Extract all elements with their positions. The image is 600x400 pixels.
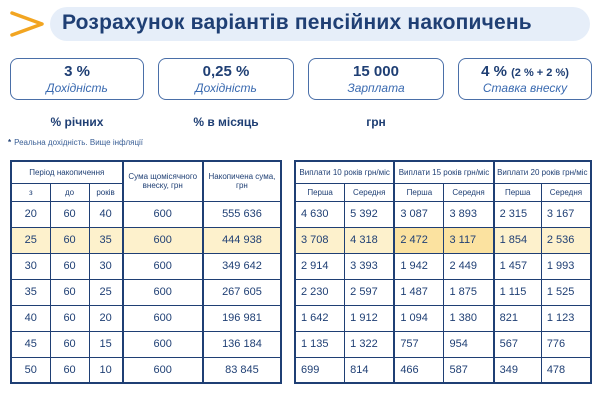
footnote <box>8 138 143 147</box>
table-cell: 60 <box>50 357 89 383</box>
card-value: 3 % <box>64 63 90 80</box>
table-cell: 1 525 <box>541 279 591 305</box>
table-cell: 1 993 <box>541 253 591 279</box>
table-cell: 466 <box>394 357 444 383</box>
footnote-text: Реальна дохідність. Вище інфляції <box>14 138 144 147</box>
table-row <box>295 253 591 279</box>
table-cell: 136 184 <box>203 331 281 357</box>
table-row <box>11 253 281 279</box>
header-payout-15y: Виплати 15 років грн/міс <box>394 161 493 183</box>
card-monthly-yield <box>158 58 294 100</box>
table-cell: 600 <box>123 279 203 305</box>
table-cell: 3 708 <box>295 227 345 253</box>
card-label: Зарплата <box>347 81 405 95</box>
header-accumulated: Накопичена сума, грн <box>203 161 281 201</box>
header-period: Період накопичення <box>11 161 123 183</box>
payouts-table <box>294 160 592 384</box>
table-cell: 5 392 <box>345 201 395 227</box>
card-label: Дохідність <box>46 81 108 95</box>
table-cell: 3 117 <box>444 227 494 253</box>
card-label: Дохідність <box>195 81 257 95</box>
table-row <box>11 279 281 305</box>
table-row <box>295 357 591 383</box>
table-cell: 1 457 <box>494 253 542 279</box>
table-cell: 83 845 <box>203 357 281 383</box>
table-cell: 35 <box>89 227 122 253</box>
table-cell: 776 <box>541 331 591 357</box>
table-cell: 50 <box>11 357 50 383</box>
table-cell: 35 <box>11 279 50 305</box>
table-cell: 3 167 <box>541 201 591 227</box>
table-cell: 600 <box>123 227 203 253</box>
table-cell: 3 087 <box>394 201 444 227</box>
card-value-extra: (2 % + 2 %) <box>511 67 569 79</box>
table-row <box>295 201 591 227</box>
payout-subheader: Перша <box>295 183 345 201</box>
accumulation-rows <box>11 201 281 383</box>
table-cell: 4 318 <box>345 227 395 253</box>
table-cell: 1 380 <box>444 305 494 331</box>
table-cell: 567 <box>494 331 542 357</box>
table-cell: 60 <box>50 253 89 279</box>
table-cell: 45 <box>11 331 50 357</box>
table-cell: 1 487 <box>394 279 444 305</box>
card-unit: % в місяць <box>193 115 259 129</box>
header-to: до <box>50 183 89 201</box>
table-cell: 600 <box>123 201 203 227</box>
table-cell: 478 <box>541 357 591 383</box>
table-cell: 15 <box>89 331 122 357</box>
table-cell: 600 <box>123 357 203 383</box>
table-cell: 1 854 <box>494 227 542 253</box>
table-cell: 600 <box>123 331 203 357</box>
table-cell: 555 636 <box>203 201 281 227</box>
table-cell: 699 <box>295 357 345 383</box>
card-value-main: 4 % <box>481 63 507 80</box>
payout-rows <box>295 201 591 383</box>
table-cell: 2 472 <box>394 227 444 253</box>
page-title: Розрахунок варіантів пенсійних накопичень <box>62 11 532 34</box>
table-cell: 814 <box>345 357 395 383</box>
payout-subheader: Середня <box>444 183 494 201</box>
table-cell: 1 123 <box>541 305 591 331</box>
table-cell: 2 230 <box>295 279 345 305</box>
card-unit: % річних <box>50 115 104 129</box>
header-from: з <box>11 183 50 201</box>
table-cell: 757 <box>394 331 444 357</box>
payout-subheader: Перша <box>494 183 542 201</box>
card-unit: грн <box>366 115 386 129</box>
table-cell: 10 <box>89 357 122 383</box>
table-cell: 2 449 <box>444 253 494 279</box>
table-cell: 1 094 <box>394 305 444 331</box>
table-row <box>295 279 591 305</box>
table-cell: 3 393 <box>345 253 395 279</box>
table-row <box>11 227 281 253</box>
header-years: років <box>89 183 122 201</box>
table-cell: 60 <box>50 201 89 227</box>
payout-subheader: Середня <box>541 183 591 201</box>
table-cell: 30 <box>11 253 50 279</box>
table-cell: 267 605 <box>203 279 281 305</box>
table-cell: 4 630 <box>295 201 345 227</box>
table-cell: 196 981 <box>203 305 281 331</box>
table-row <box>295 305 591 331</box>
table-cell: 25 <box>89 279 122 305</box>
table-cell: 60 <box>50 279 89 305</box>
table-cell: 2 536 <box>541 227 591 253</box>
table-cell: 349 642 <box>203 253 281 279</box>
table-cell: 1 942 <box>394 253 444 279</box>
card-value: 0,25 % <box>202 63 250 80</box>
accumulation-table <box>10 160 282 384</box>
table-cell: 1 642 <box>295 305 345 331</box>
table-cell: 349 <box>494 357 542 383</box>
arrow-right-icon <box>8 10 48 38</box>
table-cell: 954 <box>444 331 494 357</box>
table-cell: 60 <box>50 305 89 331</box>
card-annual-yield <box>10 58 144 100</box>
table-cell: 1 115 <box>494 279 542 305</box>
payout-subheaders <box>295 183 591 201</box>
table-row <box>295 331 591 357</box>
table-cell: 1 912 <box>345 305 395 331</box>
card-salary <box>308 58 444 100</box>
table-cell: 587 <box>444 357 494 383</box>
table-row <box>11 357 281 383</box>
table-cell: 821 <box>494 305 542 331</box>
table-row <box>11 331 281 357</box>
table-cell: 2 914 <box>295 253 345 279</box>
asterisk-icon: * <box>8 138 12 147</box>
payout-subheader: Перша <box>394 183 444 201</box>
table-cell: 2 597 <box>345 279 395 305</box>
header-payout-20y: Виплати 20 років грн/міс <box>494 161 591 183</box>
card-contribution-rate <box>458 58 592 100</box>
parameter-cards <box>0 58 600 132</box>
table-cell: 1 322 <box>345 331 395 357</box>
table-cell: 2 315 <box>494 201 542 227</box>
table-cell: 20 <box>11 201 50 227</box>
table-cell: 600 <box>123 253 203 279</box>
table-cell: 60 <box>50 227 89 253</box>
table-cell: 60 <box>50 331 89 357</box>
table-row <box>11 305 281 331</box>
table-cell: 1 135 <box>295 331 345 357</box>
card-value <box>459 63 591 80</box>
header-monthly-contribution: Сума щомісячного внеску, грн <box>123 161 203 201</box>
payout-subheader: Середня <box>345 183 395 201</box>
header-payout-10y: Виплати 10 років грн/міс <box>295 161 394 183</box>
table-row <box>295 227 591 253</box>
table-cell: 25 <box>11 227 50 253</box>
card-label: Ставка внеску <box>482 81 568 95</box>
table-row <box>11 201 281 227</box>
header <box>0 0 600 48</box>
table-cell: 40 <box>11 305 50 331</box>
table-cell: 30 <box>89 253 122 279</box>
card-value: 15 000 <box>353 63 399 80</box>
table-cell: 600 <box>123 305 203 331</box>
table-cell: 20 <box>89 305 122 331</box>
table-cell: 3 893 <box>444 201 494 227</box>
table-cell: 444 938 <box>203 227 281 253</box>
table-cell: 40 <box>89 201 122 227</box>
table-cell: 1 875 <box>444 279 494 305</box>
